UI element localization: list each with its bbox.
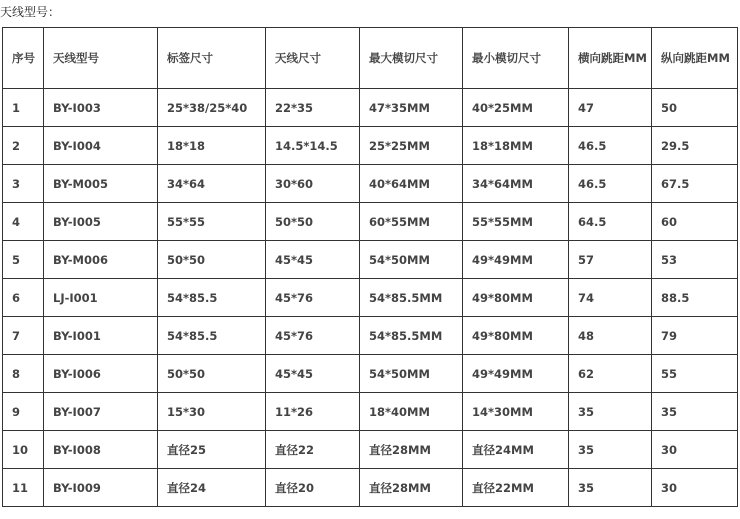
cell-model: BY-I006: [44, 355, 158, 393]
cell-vertical-pitch: 67.5: [652, 165, 738, 203]
antenna-spec-table: [2, 27, 738, 507]
cell-vertical-pitch: 29.5: [652, 127, 738, 165]
cell-vertical-pitch: 30: [652, 431, 738, 469]
cell-min-die-cut: 18*18MM: [463, 127, 569, 165]
table-row: [3, 317, 738, 355]
cell-index: 1: [3, 89, 44, 127]
cell-antenna-size: 45*45: [266, 355, 360, 393]
cell-max-die-cut: 18*40MM: [360, 393, 463, 431]
table-row: [3, 431, 738, 469]
cell-model: BY-I007: [44, 393, 158, 431]
header-cell-vertical-pitch: 纵向跳距MM: [652, 28, 738, 89]
header-cell-horizontal-pitch: 横向跳距MM: [569, 28, 652, 89]
cell-min-die-cut: 34*64MM: [463, 165, 569, 203]
cell-vertical-pitch: 88.5: [652, 279, 738, 317]
header-cell-antenna-size: 天线尺寸: [266, 28, 360, 89]
cell-label-size: 直径24: [158, 469, 266, 507]
header-cell-index: 序号: [3, 28, 44, 89]
cell-model: BY-I003: [44, 89, 158, 127]
cell-antenna-size: 14.5*14.5: [266, 127, 360, 165]
cell-min-die-cut: 49*49MM: [463, 355, 569, 393]
cell-antenna-size: 45*76: [266, 317, 360, 355]
header-cell-max-die-cut: 最大模切尺寸: [360, 28, 463, 89]
cell-index: 11: [3, 469, 44, 507]
cell-vertical-pitch: 35: [652, 393, 738, 431]
cell-index: 3: [3, 165, 44, 203]
cell-vertical-pitch: 60: [652, 203, 738, 241]
cell-antenna-size: 直径20: [266, 469, 360, 507]
cell-antenna-size: 22*35: [266, 89, 360, 127]
cell-label-size: 25*38/25*40: [158, 89, 266, 127]
cell-min-die-cut: 49*80MM: [463, 317, 569, 355]
cell-max-die-cut: 54*85.5MM: [360, 279, 463, 317]
cell-horizontal-pitch: 35: [569, 393, 652, 431]
table-row: [3, 203, 738, 241]
table-row: [3, 241, 738, 279]
cell-model: LJ-I001: [44, 279, 158, 317]
cell-max-die-cut: 25*25MM: [360, 127, 463, 165]
cell-horizontal-pitch: 64.5: [569, 203, 652, 241]
table-caption: 天线型号：: [0, 5, 61, 19]
cell-index: 5: [3, 241, 44, 279]
table-row: [3, 165, 738, 203]
cell-label-size: 15*30: [158, 393, 266, 431]
table-row: [3, 393, 738, 431]
cell-vertical-pitch: 53: [652, 241, 738, 279]
cell-label-size: 34*64: [158, 165, 266, 203]
cell-min-die-cut: 49*49MM: [463, 241, 569, 279]
cell-model: BY-I004: [44, 127, 158, 165]
cell-max-die-cut: 54*85.5MM: [360, 317, 463, 355]
cell-label-size: 18*18: [158, 127, 266, 165]
cell-min-die-cut: 直径24MM: [463, 431, 569, 469]
cell-index: 7: [3, 317, 44, 355]
cell-index: 2: [3, 127, 44, 165]
cell-index: 4: [3, 203, 44, 241]
cell-antenna-size: 45*45: [266, 241, 360, 279]
cell-model: BY-I005: [44, 203, 158, 241]
cell-label-size: 50*50: [158, 355, 266, 393]
cell-max-die-cut: 40*64MM: [360, 165, 463, 203]
cell-model: BY-I009: [44, 469, 158, 507]
cell-min-die-cut: 55*55MM: [463, 203, 569, 241]
cell-model: BY-I001: [44, 317, 158, 355]
cell-horizontal-pitch: 62: [569, 355, 652, 393]
cell-min-die-cut: 40*25MM: [463, 89, 569, 127]
cell-min-die-cut: 49*80MM: [463, 279, 569, 317]
cell-index: 9: [3, 393, 44, 431]
cell-label-size: 50*50: [158, 241, 266, 279]
cell-label-size: 54*85.5: [158, 279, 266, 317]
cell-max-die-cut: 54*50MM: [360, 241, 463, 279]
cell-horizontal-pitch: 57: [569, 241, 652, 279]
cell-vertical-pitch: 79: [652, 317, 738, 355]
cell-max-die-cut: 直径28MM: [360, 469, 463, 507]
cell-horizontal-pitch: 48: [569, 317, 652, 355]
cell-vertical-pitch: 55: [652, 355, 738, 393]
cell-label-size: 54*85.5: [158, 317, 266, 355]
table-header-row: [3, 28, 738, 89]
cell-label-size: 直径25: [158, 431, 266, 469]
cell-antenna-size: 45*76: [266, 279, 360, 317]
cell-min-die-cut: 直径22MM: [463, 469, 569, 507]
table-row: [3, 355, 738, 393]
table-row: [3, 127, 738, 165]
cell-horizontal-pitch: 46.5: [569, 165, 652, 203]
table-row: [3, 279, 738, 317]
cell-vertical-pitch: 30: [652, 469, 738, 507]
cell-max-die-cut: 60*55MM: [360, 203, 463, 241]
cell-index: 8: [3, 355, 44, 393]
table-row: [3, 469, 738, 507]
cell-max-die-cut: 54*50MM: [360, 355, 463, 393]
cell-horizontal-pitch: 47: [569, 89, 652, 127]
header-cell-model: 天线型号: [44, 28, 158, 89]
table-body: [3, 28, 738, 507]
cell-model: BY-M005: [44, 165, 158, 203]
cell-horizontal-pitch: 46.5: [569, 127, 652, 165]
cell-horizontal-pitch: 35: [569, 431, 652, 469]
cell-vertical-pitch: 50: [652, 89, 738, 127]
header-cell-label-size: 标签尺寸: [158, 28, 266, 89]
cell-antenna-size: 11*26: [266, 393, 360, 431]
cell-antenna-size: 30*60: [266, 165, 360, 203]
cell-index: 10: [3, 431, 44, 469]
cell-model: BY-M006: [44, 241, 158, 279]
cell-horizontal-pitch: 35: [569, 469, 652, 507]
cell-label-size: 55*55: [158, 203, 266, 241]
cell-max-die-cut: 直径28MM: [360, 431, 463, 469]
cell-antenna-size: 50*50: [266, 203, 360, 241]
cell-max-die-cut: 47*35MM: [360, 89, 463, 127]
table-row: [3, 89, 738, 127]
header-cell-min-die-cut: 最小模切尺寸: [463, 28, 569, 89]
cell-horizontal-pitch: 74: [569, 279, 652, 317]
cell-min-die-cut: 14*30MM: [463, 393, 569, 431]
cell-antenna-size: 直径22: [266, 431, 360, 469]
cell-model: BY-I008: [44, 431, 158, 469]
cell-index: 6: [3, 279, 44, 317]
